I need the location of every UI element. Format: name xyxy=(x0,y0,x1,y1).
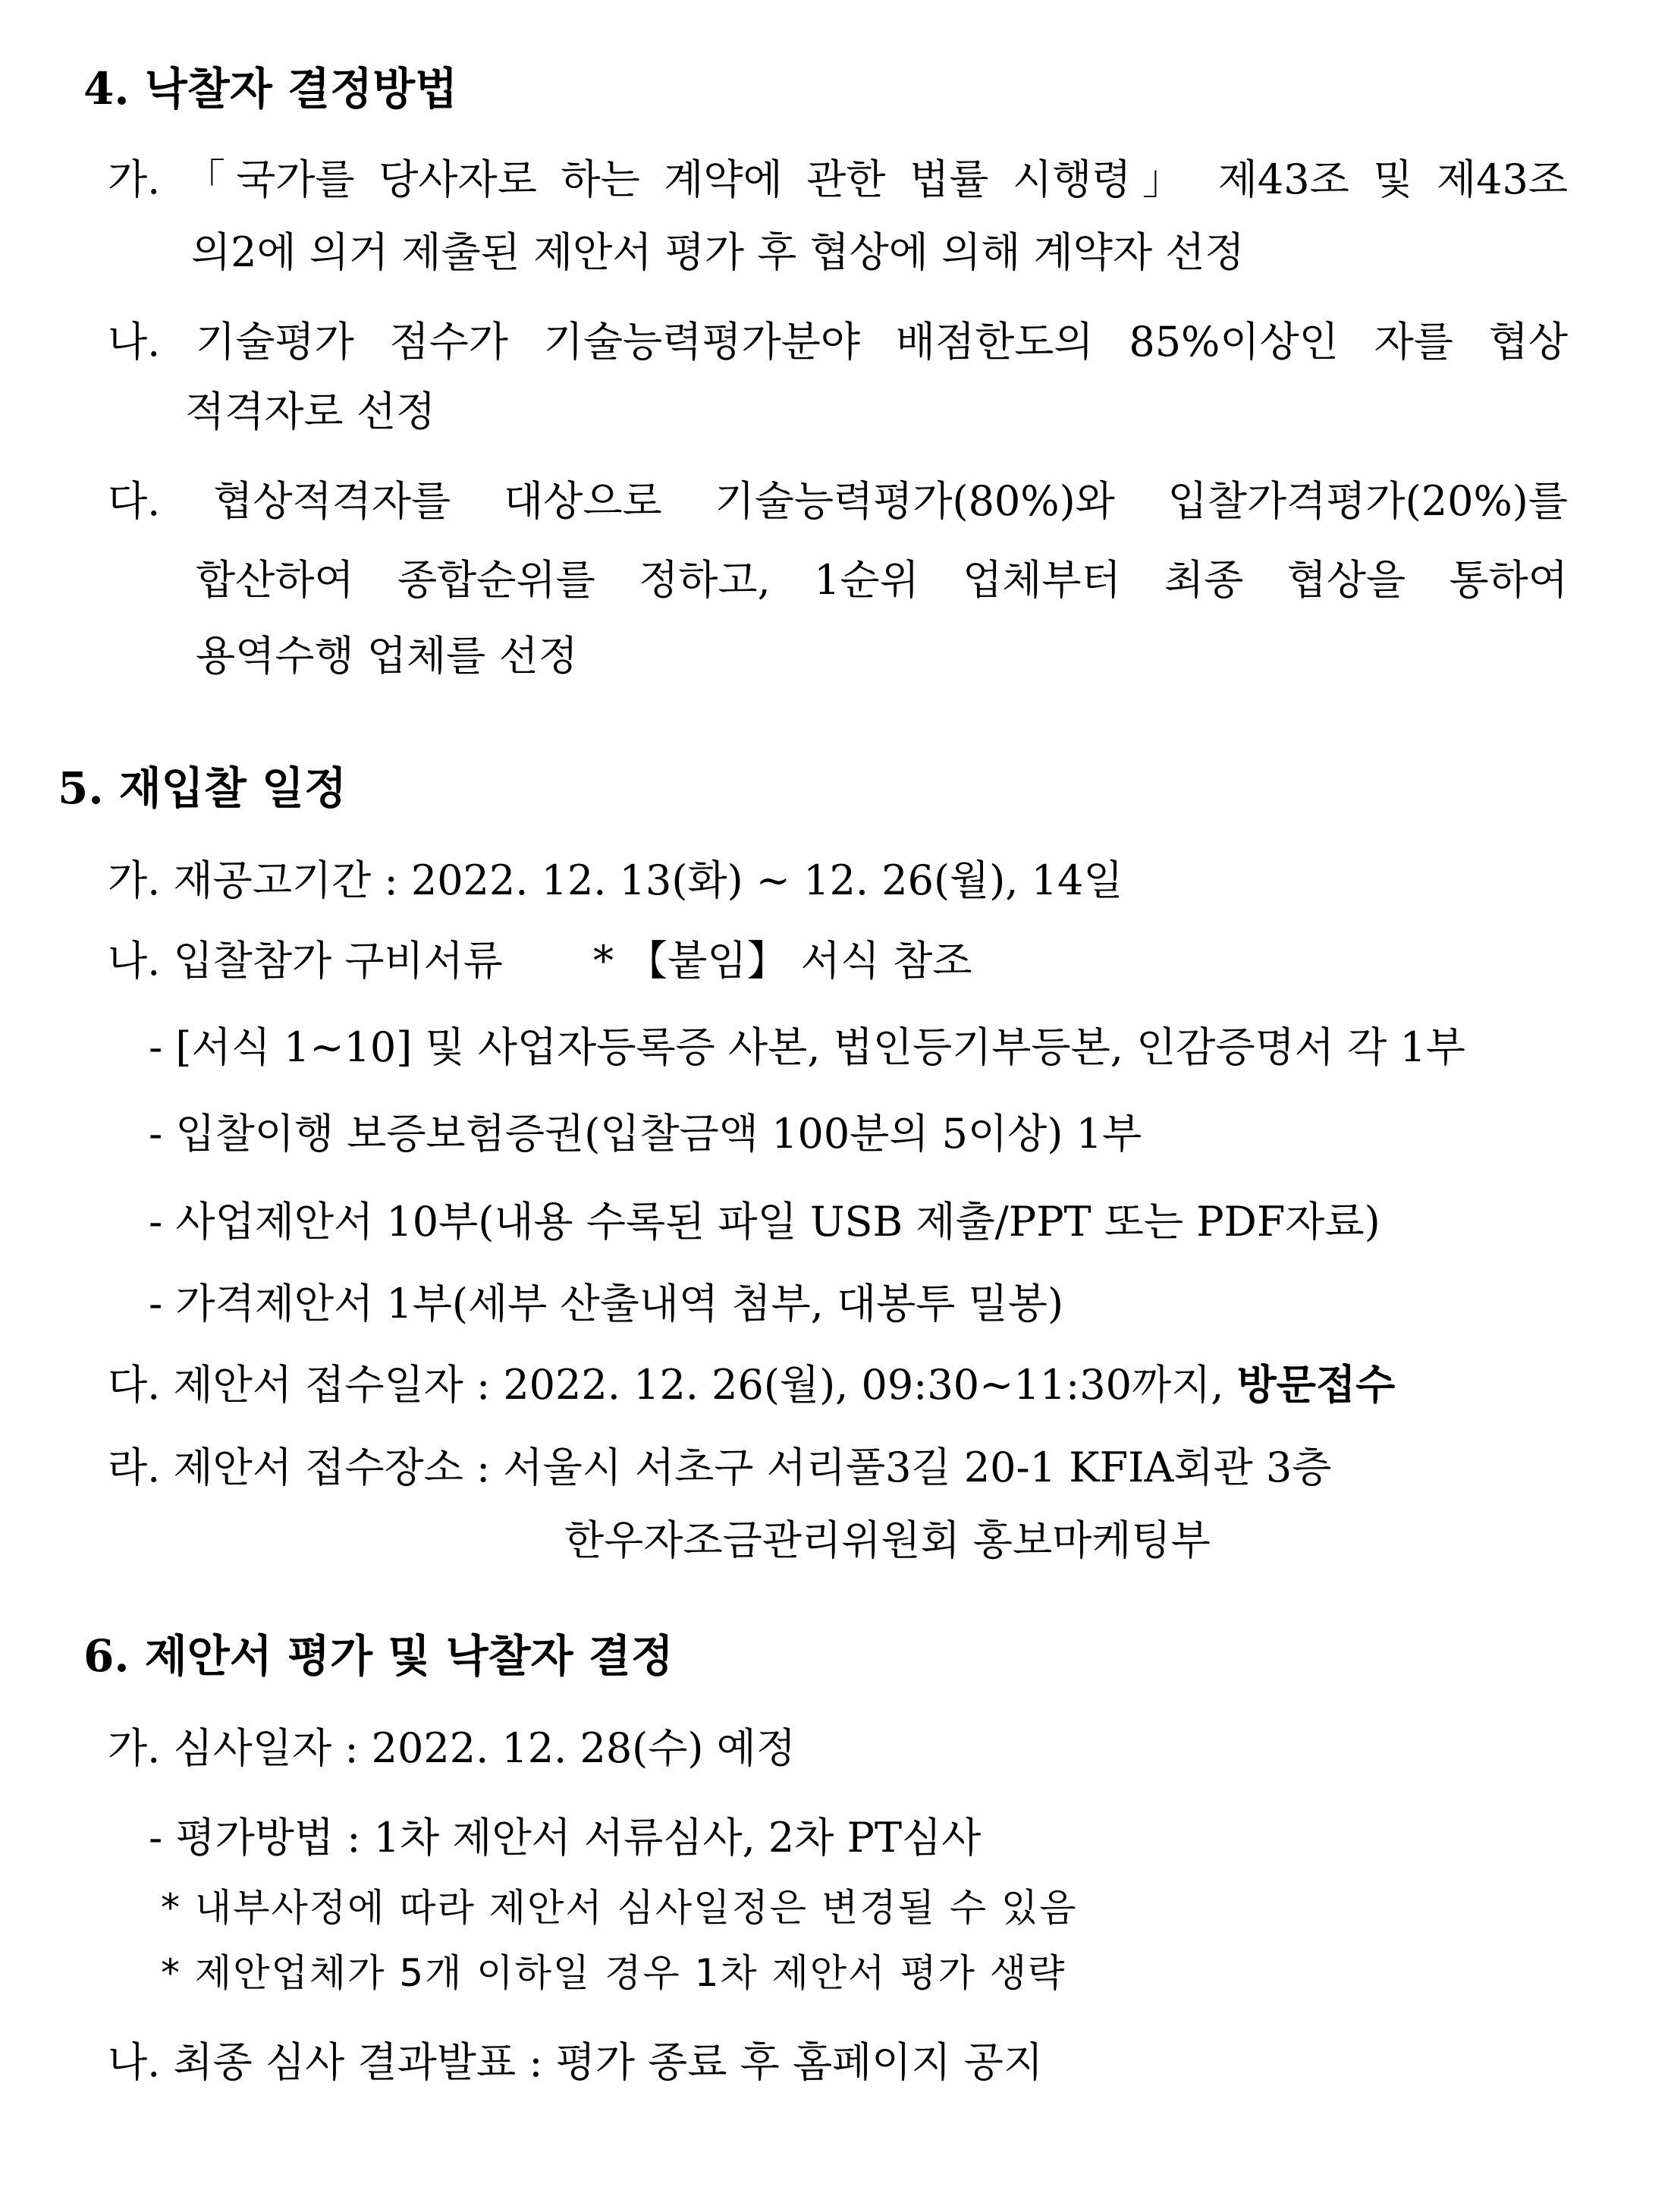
section-4-item-da-line2: 합산하여 종합순위를 정하고, 1순위 업체부터 최종 협상을 통하여 xyxy=(196,556,1568,604)
review-date: 가. 심사일자 : 2022. 12. 28(수) 예정 xyxy=(108,1724,796,1772)
section-4-item-ga-line2: 의2에 의거 제출된 제안서 평가 후 협상에 의해 계약자 선정 xyxy=(191,228,1245,276)
skip-first-round-note: * 제안업체가 5개 이하일 경우 1차 제안서 평가 생략 xyxy=(161,1951,1066,1995)
required-document-4: - 가격제안서 1부(세부 산출내역 첨부, 대봉투 밀봉) xyxy=(149,1280,1064,1328)
section-4-item-na-line2: 적격자로 선정 xyxy=(185,388,436,435)
section-4-item-da-line1: 다. 협상적격자를 대상으로 기술능력평가(80%)와 입찰가격평가(20%)를 xyxy=(108,477,1568,525)
receipt-place-line2: 한우자조금관리위원회 홍보마케팅부 xyxy=(564,1516,1211,1564)
section-4-heading: 4. 낙찰자 결정방법 xyxy=(83,63,458,115)
bid-period: 가. 재공고기간 : 2022. 12. 13(화) ~ 12. 26(월), 14일 xyxy=(108,856,1123,904)
section-6-heading: 6. 제안서 평가 및 낙찰자 결정 xyxy=(83,1630,674,1682)
receipt-date-text: 다. 제안서 접수일자 : 2022. 12. 26(월), 09:30~11:30까지, xyxy=(108,1361,1224,1409)
required-document-3: - 사업제안서 10부(내용 수록된 파일 USB 제출/PPT 또는 PDF자료) xyxy=(149,1198,1380,1246)
section-4-item-na-line1: 나. 기술평가 점수가 기술능력평가분야 배점한도의 85%이상인 자를 협상 xyxy=(108,318,1568,366)
required-documents-note: * 【붙임】 서식 참조 xyxy=(593,937,972,985)
evaluation-method: - 평가방법 : 1차 제안서 서류심사, 2차 PT심사 xyxy=(149,1814,982,1862)
section-5-heading: 5. 재입찰 일정 xyxy=(58,762,347,814)
schedule-change-note: * 내부사정에 따라 제안서 심사일정은 변경될 수 있음 xyxy=(161,1886,1078,1930)
section-4-item-da-line3: 용역수행 업체를 선정 xyxy=(196,632,578,680)
receipt-method: 방문접수 xyxy=(1236,1360,1396,1409)
final-result-announcement: 나. 최종 심사 결과발표 : 평가 종료 후 홈페이지 공지 xyxy=(108,2038,1044,2086)
required-document-1: - [서식 1~10] 및 사업자등록증 사본, 법인등기부등본, 인감증명서 각 1부 xyxy=(149,1023,1465,1071)
section-4-item-ga-line1: 가. 「국가를 당사자로 하는 계약에 관한 법률 시행령」 제43조 및 제43조 xyxy=(108,156,1568,203)
required-document-2: - 입찰이행 보증보험증권(입찰금액 100분의 5이상) 1부 xyxy=(149,1110,1142,1158)
receipt-date xyxy=(108,1360,1396,1409)
required-documents-label: 나. 입찰참가 구비서류 xyxy=(108,937,503,985)
receipt-place-line1: 라. 제안서 접수장소 : 서울시 서초구 서리풀3길 20-1 KFIA회관 3층 xyxy=(108,1444,1332,1491)
